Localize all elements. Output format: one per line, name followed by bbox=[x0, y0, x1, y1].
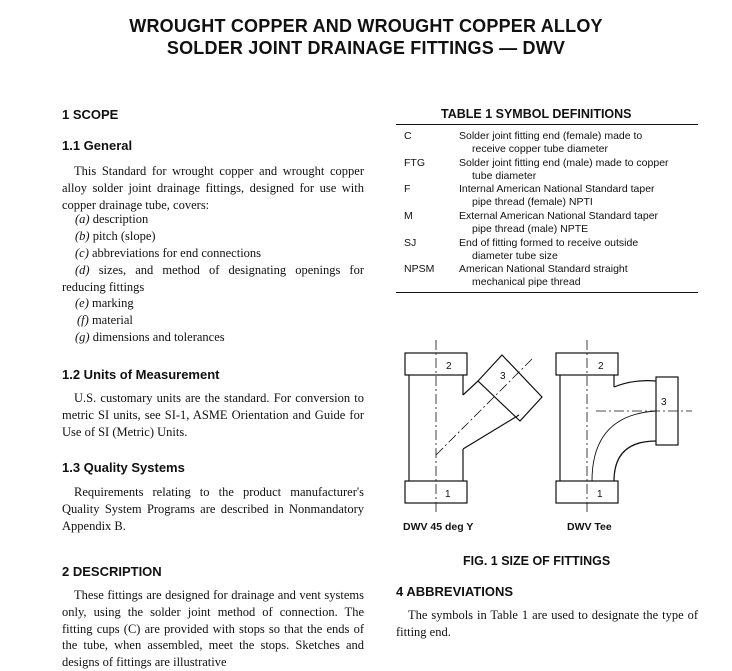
units-text: U.S. customary units are the standard. For conversion to metric SI units, see SI-1, ASME Orientation and Guide for Use of SI (Metric) Units. bbox=[62, 391, 364, 439]
tee-port1-label: 1 bbox=[597, 489, 603, 500]
wye-fitting-illustration bbox=[405, 340, 542, 515]
scope-item-c bbox=[75, 246, 261, 261]
section-description-heading: 2 DESCRIPTION bbox=[62, 564, 162, 579]
table1-symbol: NPSM bbox=[404, 263, 435, 275]
scope-item-f-text: material bbox=[91, 313, 133, 327]
table1-definition: American National Standard straight bbox=[459, 263, 628, 275]
table1-definition-cont: mechanical pipe thread bbox=[472, 276, 581, 288]
section-quality-heading: 1.3 Quality Systems bbox=[62, 460, 185, 475]
document-title-line1: WROUGHT COPPER AND WROUGHT COPPER ALLOY bbox=[129, 16, 603, 36]
document-title-line2: SOLDER JOINT DRAINAGE FITTINGS — DWV bbox=[166, 38, 566, 58]
table1-title: TABLE 1 SYMBOL DEFINITIONS bbox=[441, 107, 632, 121]
scope-item-e bbox=[75, 296, 134, 311]
section-units-heading: 1.2 Units of Measurement bbox=[62, 367, 220, 382]
scope-item-a-label: (a) bbox=[75, 212, 90, 226]
tee-port3-label: 3 bbox=[661, 397, 667, 408]
table1-definition-cont: pipe thread (female) NPTI bbox=[472, 196, 593, 208]
wye-caption: DWV 45 deg Y bbox=[403, 521, 474, 533]
table1-symbol: C bbox=[404, 130, 412, 142]
wye-port3-label: 3 bbox=[500, 371, 506, 382]
scope-item-f-label: (f) bbox=[77, 313, 89, 327]
table1-symbol: FTG bbox=[404, 157, 425, 169]
scope-item-b bbox=[75, 229, 156, 244]
scope-item-e-label: (e) bbox=[75, 296, 89, 310]
scope-item-g-label: (g) bbox=[75, 330, 90, 344]
general-intro-text: This Standard for wrought copper and wrought copper alloy solder joint drainage fittings, designed for use with copper drainage tube, covers: bbox=[62, 164, 364, 212]
scope-item-d bbox=[62, 262, 364, 296]
section-abbreviations-heading: 4 ABBREVIATIONS bbox=[396, 584, 514, 599]
scope-item-a bbox=[75, 212, 148, 227]
table1-definition: Solder joint fitting end (female) made to bbox=[459, 130, 643, 142]
table1-symbol: SJ bbox=[404, 237, 417, 249]
section-scope-heading: 1 SCOPE bbox=[62, 107, 119, 122]
table1-bottom-rule bbox=[396, 292, 698, 293]
scope-item-f bbox=[77, 313, 133, 328]
scope-item-e-text: marking bbox=[92, 296, 134, 310]
scope-item-d-label: (d) bbox=[75, 263, 90, 277]
tee-port2-label: 2 bbox=[598, 361, 604, 372]
table1-definition-cont: tube diameter bbox=[472, 170, 537, 182]
figure1-title: FIG. 1 SIZE OF FITTINGS bbox=[463, 554, 611, 568]
abbreviations-text: The symbols in Table 1 are used to designate the type of fitting end. bbox=[396, 608, 698, 639]
scope-item-c-text: abbreviations for end connections bbox=[92, 246, 262, 260]
table1-definition-cont: receive copper tube diameter bbox=[472, 143, 608, 155]
wye-port1-label: 1 bbox=[445, 489, 451, 500]
description-text: These fittings are designed for drainage and vent systems only, using the solder joint method of connection. The fitting cups (C) are provided with stops so that the ends of the tube, when assembled, meet the stops. Sketches and designs of fittings are illustrative bbox=[62, 588, 364, 670]
scope-item-c-label: (c) bbox=[75, 246, 89, 260]
quality-text: Requirements relating to the product manufacturer's Quality System Programs are described in Nonmandatory Appendix B. bbox=[62, 485, 364, 533]
scope-item-g-text: dimensions and tolerances bbox=[92, 330, 225, 344]
table1-symbol: M bbox=[404, 210, 413, 222]
wye-port2-label: 2 bbox=[446, 361, 452, 372]
figure1-drawing bbox=[396, 335, 716, 535]
table1-symbol: F bbox=[404, 183, 411, 195]
wye-port-labels bbox=[445, 361, 506, 500]
table1-definition: End of fitting formed to receive outside bbox=[459, 237, 639, 249]
tee-fitting-illustration bbox=[556, 340, 692, 515]
wye-port3-cup bbox=[478, 355, 542, 421]
table1-definition-cont: diameter tube size bbox=[472, 250, 558, 262]
section-general-heading: 1.1 General bbox=[62, 138, 133, 153]
scope-item-b-label: (b) bbox=[75, 229, 90, 243]
scope-item-g bbox=[75, 330, 225, 345]
scope-item-a-text: description bbox=[92, 212, 149, 226]
table1-definition: External American National Standard taper bbox=[459, 210, 659, 222]
table1-definition: Solder joint fitting end (male) made to copper bbox=[459, 157, 669, 169]
table1-definition-cont: pipe thread (male) NPTE bbox=[472, 223, 589, 235]
table1-top-rule bbox=[396, 124, 698, 125]
table1-definition: Internal American National Standard taper bbox=[459, 183, 655, 195]
scope-item-b-text: pitch (slope) bbox=[92, 229, 156, 243]
scope-item-d-text: sizes, and method of designating openings for reducing fittings bbox=[62, 263, 365, 294]
tee-caption: DWV Tee bbox=[567, 521, 612, 533]
